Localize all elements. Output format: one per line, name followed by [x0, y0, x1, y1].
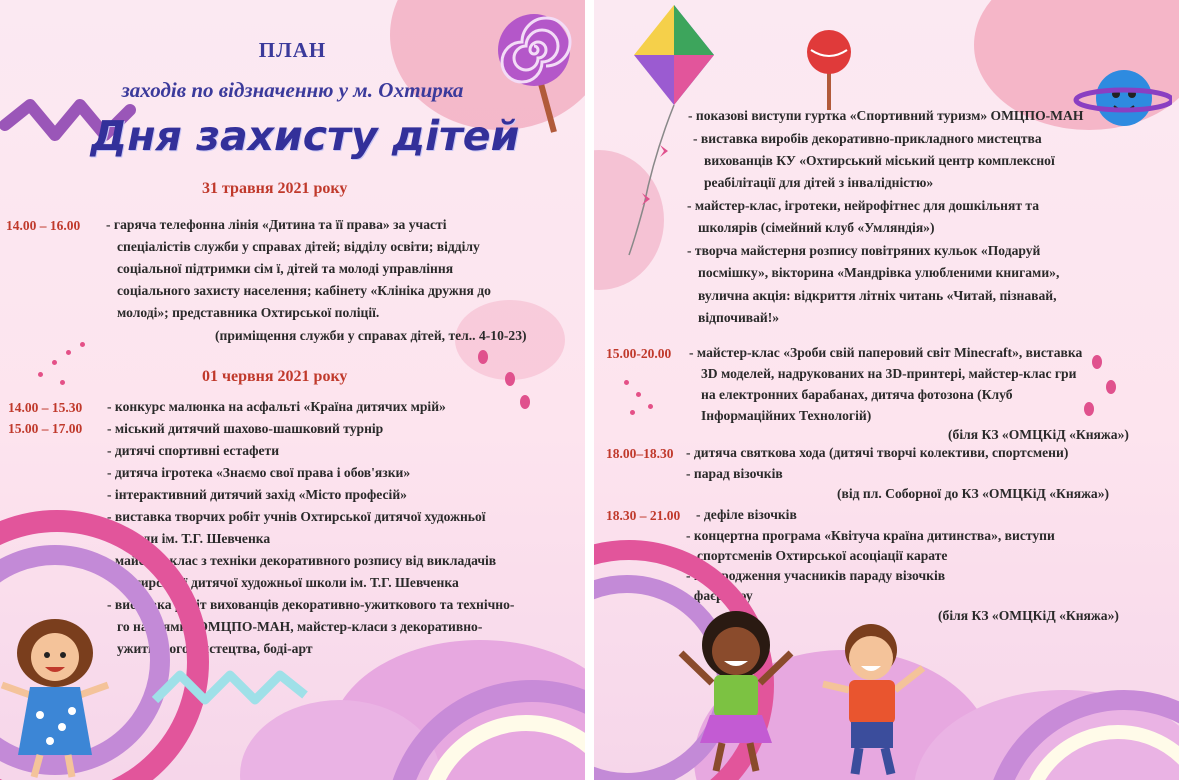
confetti-dot [60, 380, 65, 385]
event-line: - дефіле візочків [696, 507, 797, 522]
right-poster-page [594, 0, 1179, 780]
confetti-drop [1092, 355, 1102, 369]
confetti-dot [66, 350, 71, 355]
event-line: посмішку», вікторина «Мандрівка улюбленими книгами», [698, 265, 1060, 280]
planet-icon [1072, 62, 1172, 132]
event-line: - інтерактивний дитячий захід «Місто професій» [107, 487, 407, 502]
event-line: реабілітації для дітей з інвалідністю» [704, 175, 934, 190]
event-line: - творча майстерня розпису повітряних кульок «Подаруй [687, 243, 1041, 258]
left-poster-page [0, 0, 585, 780]
event-line: відпочивай!» [698, 310, 780, 325]
confetti-drop [478, 350, 488, 364]
date-heading: 31 травня 2021 року [202, 180, 348, 197]
event-line: - парад візочків [686, 466, 783, 481]
confetti-dot [636, 392, 641, 397]
lollipop-red-icon [804, 28, 854, 113]
event-line: школярів (сімейний клуб «Умляндія») [698, 220, 935, 235]
event-line: Інформаційних Технологій) [701, 408, 872, 423]
event-line: вихованців КУ «Охтирський міський центр комплексної [704, 153, 1055, 168]
confetti-dot [630, 410, 635, 415]
event-line: вулична акція: відкриття літніх читань «Читай, пізнавай, [698, 288, 1057, 303]
confetti-dot [648, 404, 653, 409]
time-label: 18.30 – 21.00 [606, 508, 681, 523]
plan-title: ПЛАН [258, 38, 327, 62]
event-line: - дитячі спортивні естафети [107, 443, 280, 458]
event-line: соціальної підтримки сім ї, дітей та молоді управління [117, 261, 454, 276]
event-line: Охтирської дитячої художньої школи ім. Т.Г. Шевченка [117, 575, 459, 590]
confetti-dot [80, 342, 85, 347]
event-line: соціального захисту населення; кабінету «Клініка дружня до [117, 283, 491, 298]
event-line: 3D моделей, надрукованих на 3D-принтері, майстер-клас гри [701, 366, 1077, 381]
confetti-dot [52, 360, 57, 365]
date-heading: 01 червня 2021 року [202, 368, 348, 385]
boy-illustration [819, 618, 929, 778]
plan-subtitle: заходів по відзначенню у м. Охтирка [121, 78, 464, 102]
event-line: го напрямку ОМЦПО-МАН, майстер-класи з декоративно- [117, 619, 483, 634]
event-line: - дитяча святкова хода (дитячі творчі колективи, спортсмени) [686, 445, 1069, 460]
confetti-drop [505, 372, 515, 386]
event-line: - майстер-клас «Зроби свій паперовий світ Minecraft», виставка [689, 345, 1083, 360]
event-line: - показові виступи гуртка «Спортивний туризм» ОМЦПО-МАН [688, 108, 1084, 123]
event-line: - виставка виробів декоративно-прикладного мистецтва [693, 131, 1042, 146]
event-line: - конкурс малюнка на асфальті «Країна дитячих мрій» [107, 399, 446, 414]
location-note: (приміщення служби у справах дітей, тел.. 4-10-23) [215, 328, 527, 343]
confetti-drop [1084, 402, 1094, 416]
confetti-drop [1106, 380, 1116, 394]
confetti-drop [520, 395, 530, 409]
event-line: школи ім. Т.Г. Шевченка [117, 531, 271, 546]
page-title: Дня захисту дітей [90, 112, 520, 160]
event-line: спортсменів Охтирської асоціації карате [697, 548, 948, 563]
event-line: - міський дитячий шахово-шашковий турнір [107, 421, 384, 436]
event-line: на електронних барабанах, дитяча фотозона (Клуб [701, 387, 1013, 402]
event-line: - гаряча телефонна лінія «Дитина та її права» за участі [106, 217, 447, 232]
confetti-dot [38, 372, 43, 377]
location-note: (біля КЗ «ОМЦКіД «Княжа») [948, 427, 1129, 442]
event-line: - виставка робіт вихованців декоративно-ужиткового та технічно- [107, 597, 515, 612]
confetti-dot [624, 380, 629, 385]
time-label: 15.00-20.00 [606, 346, 672, 361]
girl-illustration [0, 615, 115, 780]
event-line: - дитяча ігротека «Знаємо свої права і обов'язки» [107, 465, 411, 480]
location-note: (біля КЗ «ОМЦКіД «Княжа») [938, 608, 1119, 623]
time-label: 14.00 – 15.30 [8, 400, 83, 415]
event-line: - нагородження учасників параду візочків [686, 568, 946, 583]
time-label: 14.00 – 16.00 [6, 218, 81, 233]
time-label: 18.00–18.30 [606, 446, 674, 461]
event-line: молоді»; представника Охтирської поліції. [117, 305, 380, 320]
event-line: - виставка творчих робіт учнів Охтирської дитячої художньої [107, 509, 486, 524]
event-line: - фаєр-шоу [686, 588, 753, 603]
event-line: - концертна програма «Квітуча країна дитинства», виступи [686, 528, 1055, 543]
event-line: - майстер-клас з техніки декоративного розпису від викладачів [107, 553, 497, 568]
event-line: ужиткового мистецтва, боді-арт [117, 641, 313, 656]
event-line: спеціалістів служби у справах дітей; відділу освіти; відділу [117, 239, 480, 254]
girl-illustration [676, 605, 796, 775]
zigzag-teal-icon [150, 665, 310, 715]
location-note: (від пл. Соборної до КЗ «ОМЦКіД «Княжа») [837, 486, 1110, 501]
time-label: 15.00 – 17.00 [8, 421, 83, 436]
event-line: - майстер-клас, ігротеки, нейрофітнес для дошкільнят та [687, 198, 1040, 213]
